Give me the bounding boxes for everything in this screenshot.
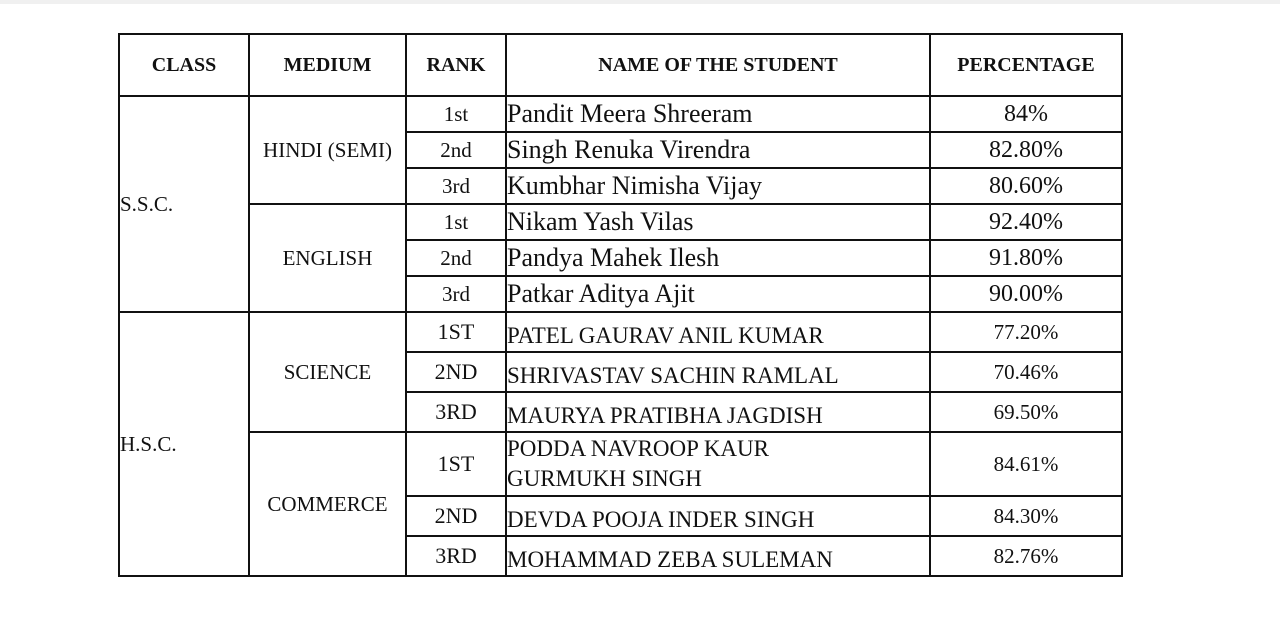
- rank-cell: 3RD: [406, 536, 506, 576]
- percentage-cell: 84.30%: [930, 496, 1122, 536]
- header-rank: RANK: [406, 34, 506, 96]
- student-name: PATEL GAURAV ANIL KUMAR: [507, 323, 824, 348]
- student-name-cell: [506, 392, 930, 432]
- rank-cell: 3RD: [406, 392, 506, 432]
- student-name-cell: Nikam Yash Vilas: [506, 204, 930, 240]
- percentage-cell: 77.20%: [930, 312, 1122, 352]
- rank-cell: 2ND: [406, 496, 506, 536]
- header-class: CLASS: [119, 34, 249, 96]
- student-name-cell: Pandit Meera Shreeram: [506, 96, 930, 132]
- student-name-line2: GURMUKH SINGH: [507, 466, 702, 491]
- student-name-cell: [506, 312, 930, 352]
- student-name: MAURYA PRATIBHA JAGDISH: [507, 403, 823, 428]
- table-row: [119, 96, 1122, 132]
- student-name-cell: Pandya Mahek Ilesh: [506, 240, 930, 276]
- percentage-cell: 84%: [930, 96, 1122, 132]
- class-cell-ssc: S.S.C.: [119, 96, 249, 312]
- rank-cell: 2ND: [406, 352, 506, 392]
- student-name: SHRIVASTAV SACHIN RAMLAL: [507, 363, 839, 388]
- table-row: [119, 312, 1122, 352]
- header-medium: MEDIUM: [249, 34, 406, 96]
- student-name-cell: [506, 432, 930, 496]
- percentage-cell: 69.50%: [930, 392, 1122, 432]
- top-edge-shadow: [0, 0, 1280, 4]
- toppers-table: [118, 33, 1123, 577]
- rank-cell: 3rd: [406, 276, 506, 312]
- percentage-cell: 92.40%: [930, 204, 1122, 240]
- student-name-cell: Singh Renuka Virendra: [506, 132, 930, 168]
- rank-cell: 3rd: [406, 168, 506, 204]
- medium-cell-commerce: COMMERCE: [249, 432, 406, 576]
- rank-cell: 2nd: [406, 240, 506, 276]
- class-cell-hsc: H.S.C.: [119, 312, 249, 576]
- header-name: NAME OF THE STUDENT: [506, 34, 930, 96]
- medium-cell-hindi: HINDI (SEMI): [249, 96, 406, 204]
- rank-cell: 1ST: [406, 432, 506, 496]
- student-name-cell: Kumbhar Nimisha Vijay: [506, 168, 930, 204]
- medium-cell-english: ENGLISH: [249, 204, 406, 312]
- percentage-cell: 91.80%: [930, 240, 1122, 276]
- rank-cell: 1st: [406, 204, 506, 240]
- percentage-cell: 70.46%: [930, 352, 1122, 392]
- header-row: [119, 34, 1122, 96]
- table-row: [119, 204, 1122, 240]
- student-name-cell: Patkar Aditya Ajit: [506, 276, 930, 312]
- rank-cell: 1st: [406, 96, 506, 132]
- student-name: DEVDA POOJA INDER SINGH: [507, 507, 815, 532]
- percentage-cell: 84.61%: [930, 432, 1122, 496]
- student-name-line1: PODDA NAVROOP KAUR: [507, 436, 769, 461]
- percentage-cell: 80.60%: [930, 168, 1122, 204]
- percentage-cell: 90.00%: [930, 276, 1122, 312]
- table-row: [119, 432, 1122, 496]
- header-percentage: PERCENTAGE: [930, 34, 1122, 96]
- student-name-cell: [506, 536, 930, 576]
- student-name: MOHAMMAD ZEBA SULEMAN: [507, 547, 833, 572]
- student-name-cell: [506, 496, 930, 536]
- medium-cell-science: SCIENCE: [249, 312, 406, 432]
- rank-cell: 2nd: [406, 132, 506, 168]
- percentage-cell: 82.80%: [930, 132, 1122, 168]
- percentage-cell: 82.76%: [930, 536, 1122, 576]
- student-name-cell: [506, 352, 930, 392]
- rank-cell: 1ST: [406, 312, 506, 352]
